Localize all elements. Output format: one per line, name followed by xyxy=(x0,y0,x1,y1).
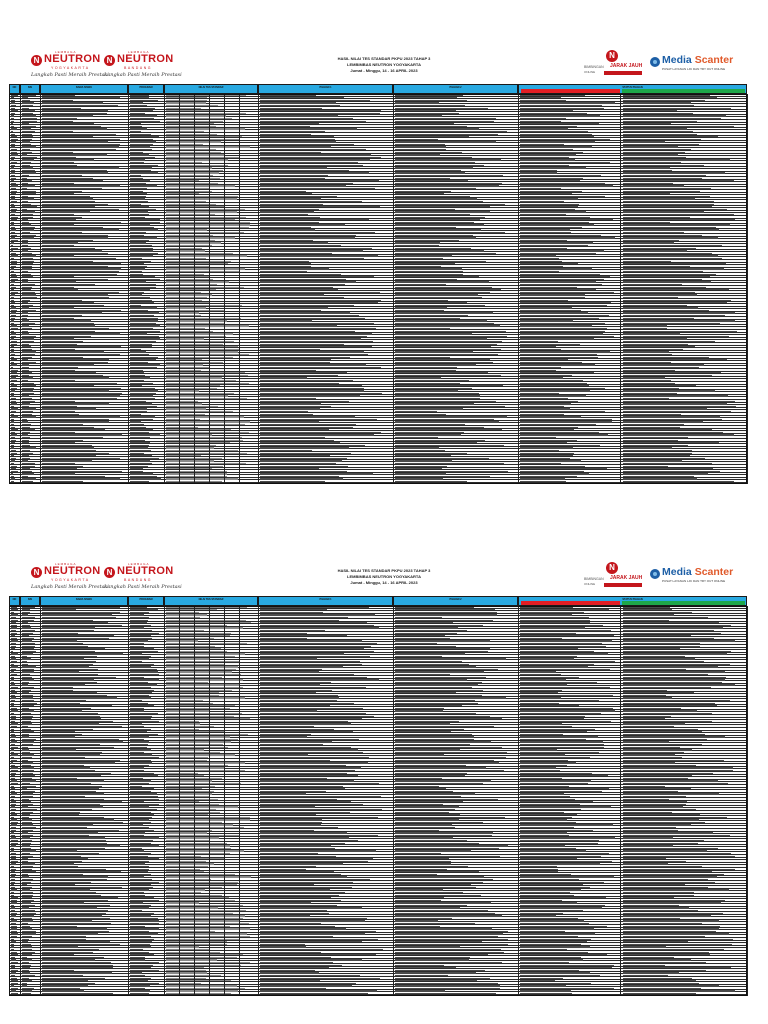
neutron-n-icon: N xyxy=(31,567,42,578)
col-nama: NAMA SISWA xyxy=(40,84,128,94)
col-nis: NIS xyxy=(20,84,40,94)
table-row xyxy=(9,480,747,483)
table-cell xyxy=(166,993,231,994)
neutron-n-icon: N xyxy=(104,55,115,66)
logo-strip xyxy=(604,583,642,587)
table-cell xyxy=(623,993,696,994)
bimbingan-jarak-jauh-logo: N BIMBINGAN JARAK JAUH ONLINE xyxy=(584,51,643,74)
col-program: PROGRAM xyxy=(128,84,164,94)
table-cell xyxy=(130,993,149,994)
status-red-bar xyxy=(521,601,620,605)
table-cell xyxy=(11,993,18,994)
col-status-pilihan: STATUS PILIHAN xyxy=(518,596,747,606)
col-pilihan-2: PILIHAN 2 xyxy=(393,84,518,94)
title-line-3: Jumat - Minggu, 14 - 16 APRIL 2023 xyxy=(350,580,418,585)
table-header xyxy=(9,596,747,606)
table-cell xyxy=(130,481,149,482)
title-line-1: HASIL NILAI TES STANDAR PKPU 2023 TAHAP 3 xyxy=(337,56,431,61)
table-header xyxy=(9,84,747,94)
title-line-2: LEMBIMBAS NEUTRON YOGYAKARTA xyxy=(347,62,421,67)
table-body xyxy=(9,94,747,483)
document-title xyxy=(300,56,468,74)
neutron-yogyakarta-logo: N LEMBAGA NEUTRON YOGYAKARTA Langkah Pasti Meraih Prestasi xyxy=(31,562,109,590)
neutron-bandung-logo: N LEMBAGA NEUTRON BANDUNG Langkah Pasti Meraih Prestasi xyxy=(104,562,182,590)
table-cell xyxy=(260,993,369,994)
page-header xyxy=(0,560,768,596)
table-cell xyxy=(260,481,326,482)
table-cell xyxy=(623,481,734,482)
table-cell xyxy=(520,481,566,482)
table-cell xyxy=(166,481,222,482)
col-pilihan-1: PILIHAN 1 xyxy=(258,596,393,606)
media-scanter-icon xyxy=(650,57,660,67)
neutron-bandung-logo: N LEMBAGA NEUTRON BANDUNG Langkah Pasti Meraih Prestasi xyxy=(104,50,182,78)
table-cell xyxy=(42,993,113,994)
col-pilihan-1: PILIHAN 1 xyxy=(258,84,393,94)
neutron-yogyakarta-logo: N LEMBAGA NEUTRON YOGYAKARTA Langkah Pasti Meraih Prestasi xyxy=(31,50,109,78)
table-cell xyxy=(22,481,33,482)
document-title xyxy=(300,568,468,586)
status-green-bar xyxy=(622,89,745,93)
table-cell xyxy=(11,481,14,482)
col-no: NO xyxy=(9,84,20,94)
status-red-bar xyxy=(521,89,620,93)
neutron-n-icon: N xyxy=(606,562,618,574)
table-cell xyxy=(395,481,467,482)
col-program: PROGRAM xyxy=(128,596,164,606)
col-nama: NAMA SISWA xyxy=(40,596,128,606)
status-green-bar xyxy=(622,601,745,605)
col-no: NO xyxy=(9,596,20,606)
results-table xyxy=(9,596,747,995)
col-nilai: NILAI TES STANDAR xyxy=(164,84,258,94)
table-cell xyxy=(520,993,572,994)
title-line-1: HASIL NILAI TES STANDAR PKPU 2023 TAHAP 3 xyxy=(337,568,431,573)
col-nilai: NILAI TES STANDAR xyxy=(164,596,258,606)
media-scanter-logo: Media Scanter PUSAT LAYANAN LJK DAN TRY OUT ONLINE xyxy=(650,566,740,588)
media-scanter-logo: Media Scanter PUSAT LAYANAN LJK DAN TRY OUT ONLINE xyxy=(650,54,740,76)
page-header xyxy=(0,48,768,84)
logo-strip xyxy=(604,71,642,75)
col-nis: NIS xyxy=(20,596,40,606)
title-line-3: Jumat - Minggu, 14 - 16 APRIL 2023 xyxy=(350,68,418,73)
table-row xyxy=(9,992,747,995)
bimbingan-jarak-jauh-logo: N BIMBINGAN JARAK JAUH ONLINE xyxy=(584,563,643,586)
table-cell xyxy=(22,993,32,994)
neutron-n-icon: N xyxy=(31,55,42,66)
title-line-2: LEMBIMBAS NEUTRON YOGYAKARTA xyxy=(347,574,421,579)
neutron-n-icon: N xyxy=(104,567,115,578)
table-cell xyxy=(395,993,497,994)
document-page-2 xyxy=(0,512,768,1024)
col-status-pilihan: STATUS PILIHAN xyxy=(518,84,747,94)
table-body xyxy=(9,606,747,995)
media-scanter-icon xyxy=(650,569,660,579)
neutron-n-icon: N xyxy=(606,50,618,62)
results-table xyxy=(9,84,747,483)
col-pilihan-2: PILIHAN 2 xyxy=(393,596,518,606)
table-cell xyxy=(42,481,84,482)
